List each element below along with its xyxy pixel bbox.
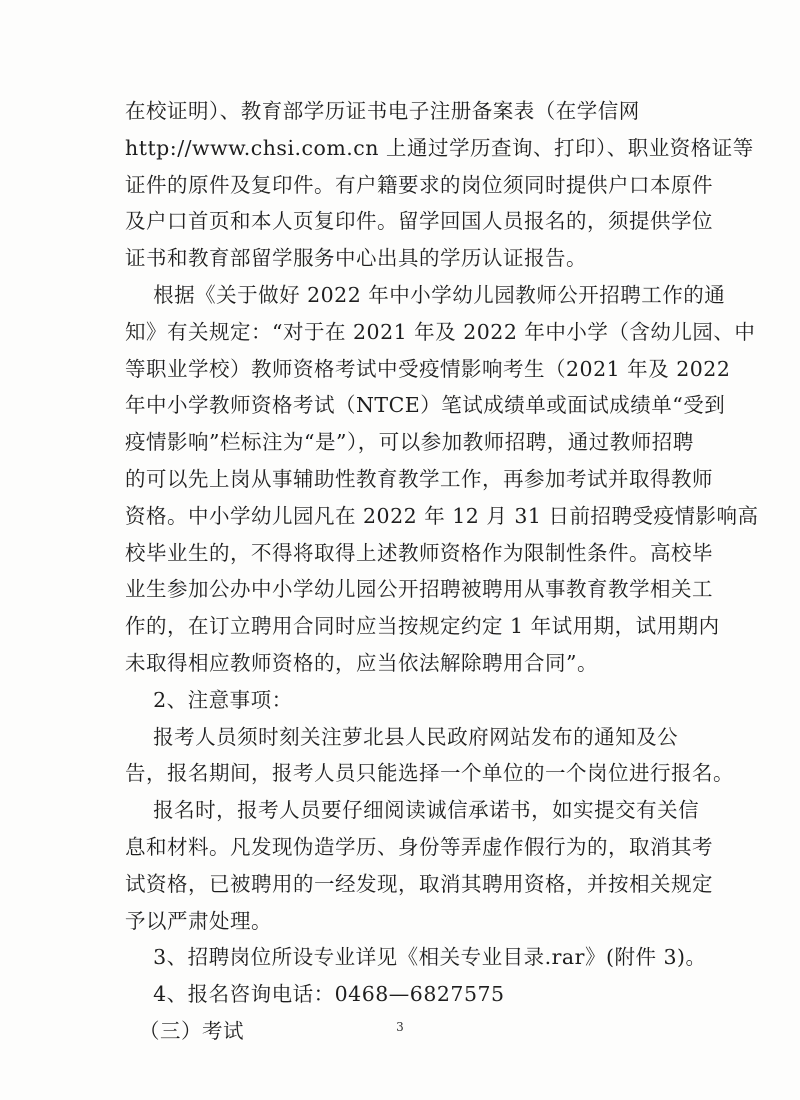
text-line: 校毕业生的，不得将取得上述教师资格作为限制性条件。高校毕 — [125, 540, 713, 565]
text-line: 予以严肃处理。 — [125, 908, 272, 933]
text-line: 及户口首页和本人页复印件。留学回国人员报名的，须提供学位 — [125, 209, 713, 234]
text-line: 证书和教育部留学服务中心出具的学历认证报告。 — [125, 246, 587, 271]
text-line: 证件的原件及复印件。有户籍要求的岗位须同时提供户口本原件 — [125, 172, 713, 197]
page-number: 3 — [396, 1020, 404, 1034]
text-line: 告，报名期间，报考人员只能选择一个单位的一个岗位进行报名。 — [125, 761, 734, 786]
text-line: 等职业学校）教师资格考试中受疫情影响考生（2021 年及 2022 — [125, 356, 731, 381]
text-line: 根据《关于做好 2022 年中小学幼儿园教师公开招聘工作的通 — [125, 282, 726, 307]
text-line: 知》有关规定：“对于在 2021 年及 2022 年中小学（含幼儿园、中 — [125, 319, 756, 344]
text-line: 试资格，已被聘用的一经发现，取消其聘用资格，并按相关规定 — [125, 871, 713, 896]
text-line: 报名时，报考人员要仔细阅读诚信承诺书，如实提交有关信 — [125, 798, 700, 823]
text-line: 资格。中小学幼儿园凡在 2022 年 12 月 31 日前招聘受疫情影响高 — [125, 503, 759, 528]
text-line: 疫情影响”栏标注为“是”），可以参加教师招聘，通过教师招聘 — [125, 430, 694, 455]
section-heading: 2、注意事项： — [125, 687, 293, 712]
text-line: 息和材料。凡发现伪造学历、身份等弄虚作假行为的，取消其考 — [125, 834, 713, 859]
text-line: 4、报名咨询电话：0468—6827575 — [125, 982, 505, 1007]
text-line: 业生参加公办中小学幼儿园公开招聘被聘用从事教育教学相关工 — [125, 577, 713, 602]
text-line: 未取得相应教师资格的，应当依法解除聘用合同”。 — [125, 650, 598, 675]
text-line: 作的，在订立聘用合同时应当按规定约定 1 年试用期，试用期内 — [125, 614, 720, 639]
text-line: 在校证明）、教育部学历证书电子注册备案表（在学信网 — [125, 99, 640, 123]
text-line: 的可以先上岗从事辅助性教育教学工作，再参加考试并取得教师 — [125, 466, 713, 491]
text-line: 3、招聘岗位所设专业详见《相关专业目录.rar》(附件 3)。 — [125, 945, 707, 970]
document-body — [125, 93, 759, 1050]
section-heading: （三）考试 — [125, 1018, 245, 1043]
text-line: 报考人员须时刻关注萝北县人民政府网站发布的通知及公 — [125, 724, 679, 749]
text-line: http://www.chsi.com.cn 上通过学历查询、打印）、职业资格证等 — [125, 135, 754, 160]
text-line: 年中小学教师资格考试（NTCE）笔试成绩单或面试成绩单“受到 — [125, 393, 726, 418]
